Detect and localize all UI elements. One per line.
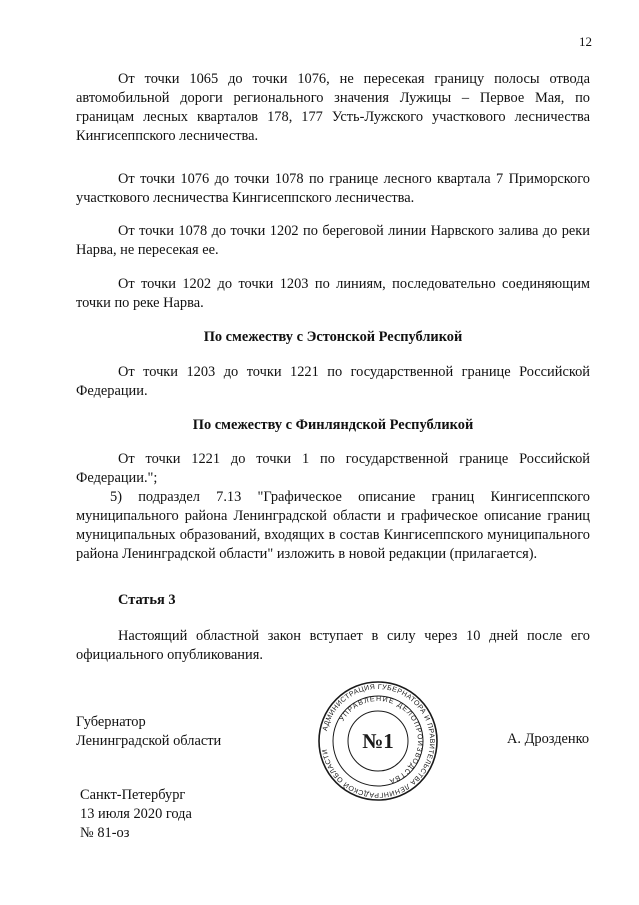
- paragraph-2: От точки 1076 до точки 1078 по границе лесного квартала 7 Приморского участкового лесничества Кингисеппского лесничества.: [76, 171, 590, 206]
- paragraph-subsection: 5) подраздел 7.13 "Графическое описание границ Кингисеппского муниципального района Ленинградской области и графическое описание границ муниципальных образований, входящих в состав Кингисеппского муниципального района Ленинградской области" изложить в новой редакции (прилагается).: [76, 489, 590, 562]
- heading-estonia: По смежеству с Эстонской Республикой: [203, 329, 463, 345]
- official-seal: [317, 680, 439, 802]
- signature-position: [76, 713, 221, 751]
- seal-number: №1: [362, 729, 394, 753]
- signature-position-line2: Ленинградской области: [76, 733, 222, 749]
- footer-number: № 81-оз: [80, 825, 130, 841]
- paragraph-estonia: От точки 1203 до точки 1221 по государственной границе Российской Федерации.: [76, 364, 590, 399]
- article-text: Настоящий областной закон вступает в силу через 10 дней после его официального опубликования.: [76, 628, 590, 663]
- signature-name: А. Дрозденко: [507, 731, 590, 747]
- footer-city: Санкт-Петербург: [80, 787, 186, 803]
- footer-date: 13 июля 2020 года: [80, 806, 192, 822]
- article-title: Статья 3: [118, 592, 176, 608]
- document-footer: [80, 786, 192, 843]
- heading-finland: По смежеству с Финляндской Республикой: [192, 417, 474, 433]
- paragraph-1: От точки 1065 до точки 1076, не пересекая границу полосы отвода автомобильной дороги регионального значения Лужицы – Первое Мая, по границам лесных кварталов 178, 177 Усть-Лужского участкового лесничества Кингисеппского лесничества.: [76, 71, 590, 144]
- paragraph-finland: От точки 1221 до точки 1 по государственной границе Российской Федерации.";: [76, 451, 590, 486]
- seal-inner-text: УПРАВЛЕНИЕ ДЕЛОПРОИЗВОДСТВА: [338, 695, 424, 785]
- paragraph-3: От точки 1078 до точки 1202 по береговой линии Нарвского залива до реки Нарва, не пересекая ее.: [76, 223, 590, 258]
- seal-outer-text: АДМИНИСТРАЦИЯ ГУБЕРНАТОРА И ПРАВИТЕЛЬСТВА ЛЕНИНГРАДСКОЙ ОБЛАСТИ: [321, 683, 436, 799]
- paragraph-4: От точки 1202 до точки 1203 по линиям, последовательно соединяющим точки по реке Нарва.: [76, 276, 590, 311]
- page-number: 12: [579, 34, 592, 49]
- signature-position-line1: Губернатор: [76, 714, 146, 730]
